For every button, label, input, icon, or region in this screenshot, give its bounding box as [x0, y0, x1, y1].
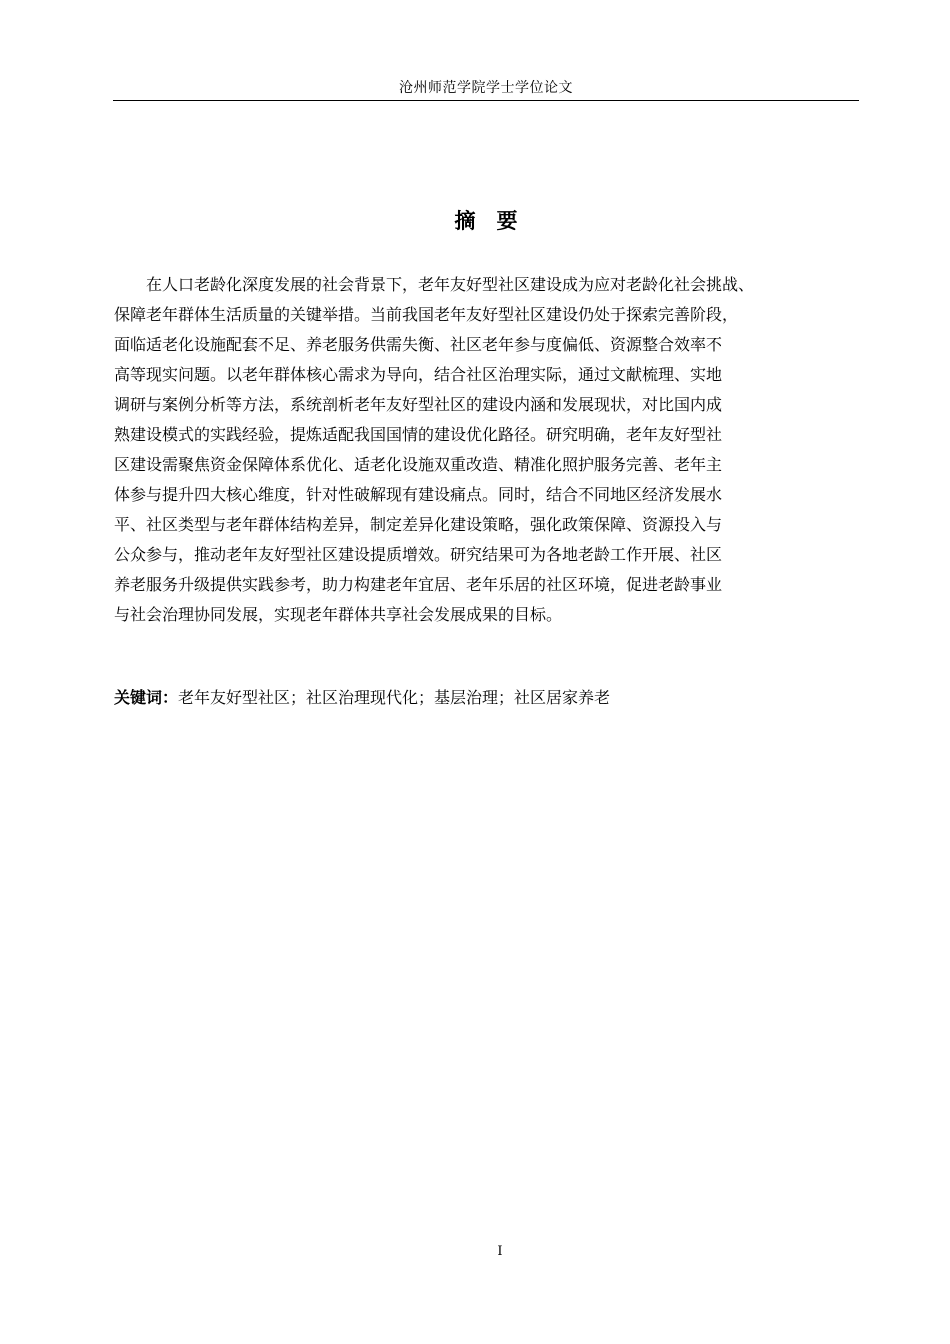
keywords-label: 关键词：: [114, 688, 179, 707]
abstract-line: 高等现实问题。以老年群体核心需求为导向，结合社区治理实际，通过文献梳理、实地: [114, 365, 723, 384]
header-divider: [113, 100, 859, 101]
abstract-heading: 摘 要: [454, 209, 518, 233]
abstract-line: 调研与案例分析等方法，系统剖析老年友好型社区的建设内涵和发展现状，对比国内成: [114, 395, 723, 414]
abstract-line: 熟建设模式的实践经验，提炼适配我国国情的建设优化路径。研究明确，老年友好型社: [114, 425, 723, 444]
keywords-text: 老年友好型社区；社区治理现代化；基层治理；社区居家养老: [178, 688, 611, 707]
keywords-line: [114, 685, 874, 711]
abstract-body: [114, 270, 874, 630]
page-number: I: [497, 1244, 503, 1259]
running-header-title: 沧州师范学院学士学位论文: [399, 80, 573, 96]
abstract-line: 在人口老龄化深度发展的社会背景下，老年友好型社区建设成为应对老龄化社会挑战、: [146, 275, 755, 294]
abstract-line: 体参与提升四大核心维度，针对性破解现有建设痛点。同时，结合不同地区经济发展水: [114, 485, 723, 504]
abstract-line: 区建设需聚焦资金保障体系优化、适老化设施双重改造、精准化照护服务完善、老年主: [114, 455, 723, 474]
abstract-line: 与社会治理协同发展，实现老年群体共享社会发展成果的目标。: [114, 605, 563, 624]
abstract-line: 保障老年群体生活质量的关键举措。当前我国老年友好型社区建设仍处于探索完善阶段，: [114, 305, 739, 324]
abstract-line: 面临适老化设施配套不足、养老服务供需失衡、社区老年参与度偏低、资源整合效率不: [114, 335, 723, 354]
abstract-line: 公众参与，推动老年友好型社区建设提质增效。研究结果可为各地老龄工作开展、社区: [114, 545, 723, 564]
abstract-line: 养老服务升级提供实践参考，助力构建老年宜居、老年乐居的社区环境，促进老龄事业: [114, 575, 723, 594]
abstract-line: 平、社区类型与老年群体结构差异，制定差异化建设策略，强化政策保障、资源投入与: [114, 515, 723, 534]
